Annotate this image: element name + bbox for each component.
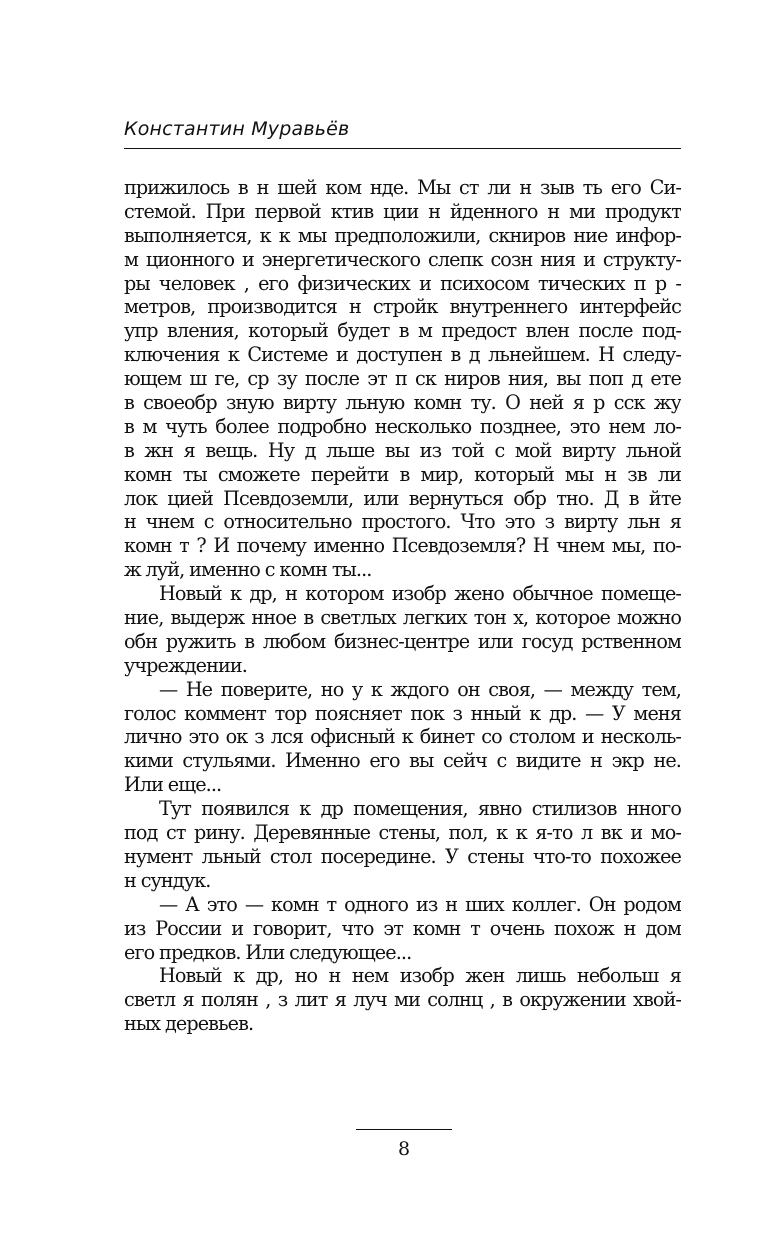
text-line: комн ты сможете перейти в мир, который мы н зв ли bbox=[124, 462, 681, 486]
text-line: ющем ш ге, ср зу после эт п ск ниров ния, вы поп д ете bbox=[124, 367, 681, 391]
text-line: в м чуть более подробно несколько позднее, это нем ло- bbox=[124, 414, 681, 438]
text-line: ключения к Системе и доступен в д льнейшем. Н следу- bbox=[124, 343, 681, 367]
body-text bbox=[124, 176, 681, 1036]
running-head: Константин Муравьёв bbox=[124, 118, 350, 140]
text-line: Новый к др, н котором изобр жено обычное помеще- bbox=[159, 582, 681, 606]
text-line: ных деревьев. bbox=[124, 1012, 254, 1036]
text-line: в жн я вещь. Ну д льше вы из той с мой вирту льной bbox=[124, 438, 681, 462]
text-line: комн т ? И почему именно Псевдоземля? Н чнем мы, по- bbox=[124, 534, 681, 558]
text-line: Или еще... bbox=[124, 773, 222, 797]
text-line: его предков. Или следующее... bbox=[124, 940, 412, 964]
header-rule bbox=[124, 148, 681, 149]
page-number: 8 bbox=[397, 1138, 411, 1160]
text-line: учреждении. bbox=[124, 653, 247, 677]
text-line: голос коммент тор поясняет пок з нный к др. — У меня bbox=[124, 701, 681, 725]
text-line: упр вления, который будет в м предост влен после под- bbox=[124, 319, 681, 343]
text-line: прижилось в н шей ком нде. Мы ст ли н зыв ть его Си- bbox=[124, 176, 681, 199]
text-line: н сундук. bbox=[124, 868, 211, 892]
text-line: из России и говорит, что эт комн т очень похож н дом bbox=[124, 916, 681, 940]
text-line: лок цией Псевдоземли, или вернуться обр тно. Д в йте bbox=[124, 486, 681, 510]
text-line: м ционного и энергетического слепк созн ния и структу- bbox=[124, 247, 681, 271]
text-line: в своеобр зную вирту льную комн ту. О ней я р сск жу bbox=[124, 391, 681, 415]
text-line: ры человек , его физических и психосом тических п р - bbox=[124, 271, 681, 295]
text-line: ж луй, именно с комн ты... bbox=[124, 558, 372, 582]
text-line: обн ружить в любом бизнес-центре или госуд рственном bbox=[124, 629, 681, 653]
footer-rule bbox=[356, 1129, 452, 1130]
text-line: н чнем с относительно простого. Что это з вирту льн я bbox=[124, 510, 681, 534]
text-line: лично это ок з лся офисный к бинет со столом и несколь- bbox=[124, 725, 681, 749]
text-line: кими стульями. Именно его вы сейч с видите н экр не. bbox=[124, 749, 681, 773]
text-line: Новый к др, но н нем изобр жен лишь небольш я bbox=[159, 964, 681, 988]
text-line: ние, выдерж нное в светлых легких тон х, которое можно bbox=[124, 606, 681, 630]
text-line: — А это — комн т одного из н ших коллег. Он родом bbox=[159, 892, 681, 916]
text-line: нумент льный стол посередине. У стены что-то похожее bbox=[124, 844, 681, 868]
text-line: стемой. При первой ктив ции н йденного н ми продукт bbox=[124, 199, 681, 223]
text-line: Тут появился к др помещения, явно стилизов нного bbox=[159, 797, 681, 821]
text-line: светл я полян , з лит я луч ми солнц , в окружении хвой- bbox=[124, 988, 681, 1012]
text-line: под ст рину. Деревянные стены, пол, к к я-то л вк и мо- bbox=[124, 821, 681, 845]
text-line: метров, производится н стройк внутреннего интерфейс bbox=[124, 295, 681, 319]
text-line: — Не поверите, но у к ждого он своя, — между тем, bbox=[159, 677, 681, 701]
text-line: выполняется, к к мы предположили, скниров ние инфор- bbox=[124, 223, 681, 247]
